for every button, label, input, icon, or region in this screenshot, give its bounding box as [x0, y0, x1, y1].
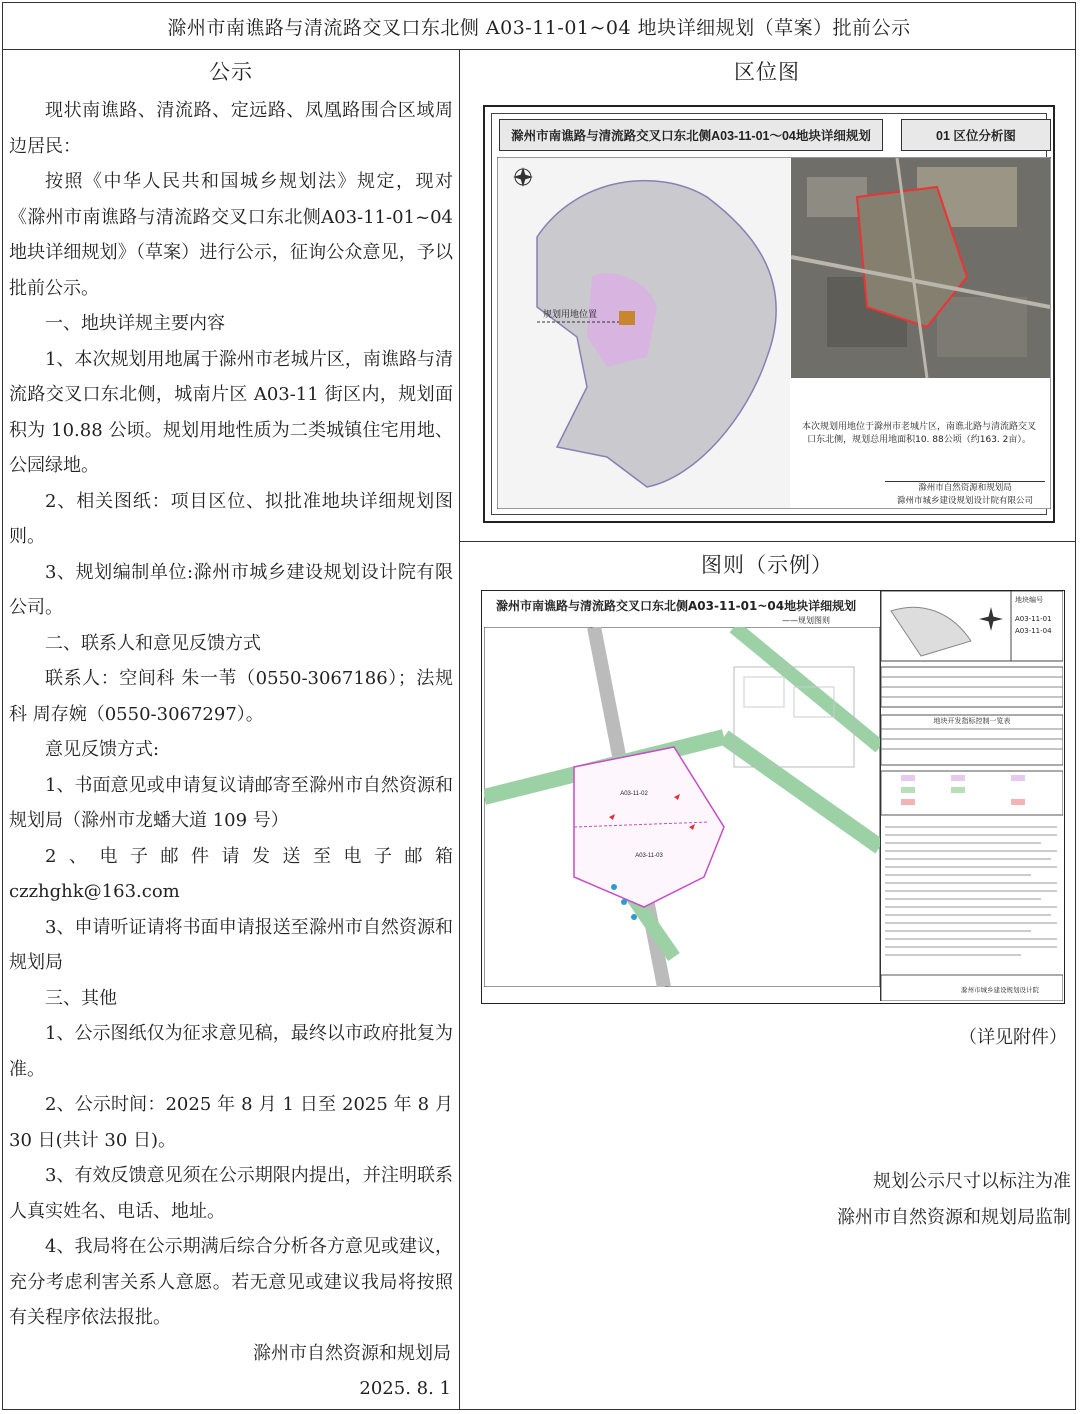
- signature: 滁州市自然资源和规划局: [253, 1342, 451, 1364]
- location-map: [483, 105, 1055, 523]
- page-title: 滁州市南谯路与清流路交叉口东北侧 A03-11-01~04 地块详细规划（草案）批前公示: [3, 3, 1075, 50]
- location-map-title: 滁州市南谯路与清流路交叉口东北侧A03-11-01～04地块详细规划: [499, 119, 883, 151]
- location-caption: 本次规划用地位于滁州市老城片区，南谯北路与清流路交叉口东北侧，规划总用地面积10. 88公顷（约163. 2亩）。: [801, 422, 1036, 445]
- notice-heading: 公示: [209, 60, 253, 84]
- notice-column: [3, 49, 460, 1409]
- notice-paragraph: 三、其他: [45, 987, 117, 1009]
- notice-paragraph: 按照《中华人民共和国城乡规划法》规定，现对《滁州市南谯路与清流路交叉口东北侧A03-11-01~04地块详细规划》（草案）进行公示，征询公众意见，予以批前公示。: [9, 171, 453, 299]
- dimension-note: 规划公示尺寸以标注为准: [873, 1171, 1071, 1192]
- location-footer: [885, 481, 1045, 508]
- location-footer-designer: 滁州市城乡建设规划设计院有限公司: [896, 496, 1033, 506]
- location-map-subtitle: 01 区位分析图: [901, 119, 1051, 151]
- rule-map-title: 滁州市南谯路与清流路交叉口东北侧A03-11-01~04地块详细规划: [496, 599, 857, 613]
- notice-paragraph: 2、电子邮件请发送至电子邮箱 czzhghk@163.com: [9, 845, 453, 902]
- notice-paragraph: 2、公示时间：2025 年 8 月 1 日至 2025 年 8 月 30 日(共计 30 日)。: [9, 1094, 453, 1151]
- location-map-drawing: [497, 157, 1051, 509]
- site-label: 规划用地位置: [543, 309, 598, 319]
- notice-paragraph: 3、有效反馈意见须在公示期限内提出，并注明联系人真实姓名、电话、地址。: [9, 1165, 453, 1222]
- notice-paragraph: 2、相关图纸：项目区位、拟批准地块详细规划图则。: [9, 490, 453, 547]
- rule-map-subtitle: ——规划图则: [782, 616, 830, 625]
- rule-map: [481, 590, 1065, 1004]
- location-section: [459, 49, 1075, 542]
- plot-label-1: A03-11-02: [620, 791, 648, 797]
- rule-section: [459, 542, 1075, 994]
- supervisor-note: 滁州市自然资源和规划局监制: [837, 1207, 1071, 1228]
- figures-column: [459, 49, 1075, 1409]
- location-heading: 区位图: [734, 60, 800, 84]
- plot-label-2: A03-11-03: [635, 853, 663, 859]
- notice-paragraph: 联系人：空间科 朱一苇（0550-3067186）；法规科 周存婉（0550-3067297）。: [9, 668, 453, 725]
- plot-code-1: A03-11-01: [1015, 615, 1052, 623]
- rule-map-drawing: [484, 627, 880, 987]
- notice-paragraph: 4、我局将在公示期满后综合分析各方意见或建议，充分考虑利害关系人意愿。若无意见或建议我局将按照有关程序依法报批。: [9, 1236, 453, 1328]
- notice-frame: [2, 2, 1076, 1410]
- notice-paragraph: 1、本次规划用地属于滁州市老城片区，南谯路与清流路交叉口东北侧，城南片区 A03-11 街区内，规划面积为 10.88 公顷。规划用地性质为二类城镇住宅用地、公园绿地。: [9, 348, 453, 476]
- rule-heading: 图则（示例）: [701, 553, 833, 577]
- see-attachment: （详见附件）: [959, 1027, 1067, 1048]
- notice-paragraph: 1、公示图纸仅为征求意见稿，最终以市政府批复为准。: [9, 1023, 453, 1080]
- notice-paragraph: 二、联系人和意见反馈方式: [45, 632, 261, 654]
- location-footer-org: 滁州市自然资源和规划局: [918, 483, 1012, 493]
- plot-code-label: 地块编号: [1015, 596, 1043, 604]
- notice-paragraph: 意见反馈方式:: [45, 739, 160, 760]
- notice-body: [3, 93, 459, 1407]
- rule-legend-panel: [880, 591, 1063, 1001]
- notice-paragraph: 一、地块详规主要内容: [45, 313, 225, 334]
- notice-paragraph: 1、书面意见或申请复议请邮寄至滁州市自然资源和规划局（滁州市龙蟠大道 109 号）: [9, 774, 453, 831]
- notice-date: 2025. 8. 1: [359, 1378, 451, 1399]
- notice-paragraph: 现状南谯路、清流路、定远路、凤凰路围合区域周边居民：: [9, 100, 453, 157]
- plot-code-2: A03-11-04: [1015, 627, 1052, 635]
- rule-map-footer: 滁州市城乡建设规划设计院: [961, 986, 1039, 994]
- indicator-table-title: 地块开发指标控制一览表: [933, 717, 1011, 725]
- notice-paragraph: 3、申请听证请将书面申请报送至滁州市自然资源和规划局: [9, 916, 453, 973]
- notice-paragraph: 3、规划编制单位:滁州市城乡建设规划设计院有限公司。: [9, 561, 453, 618]
